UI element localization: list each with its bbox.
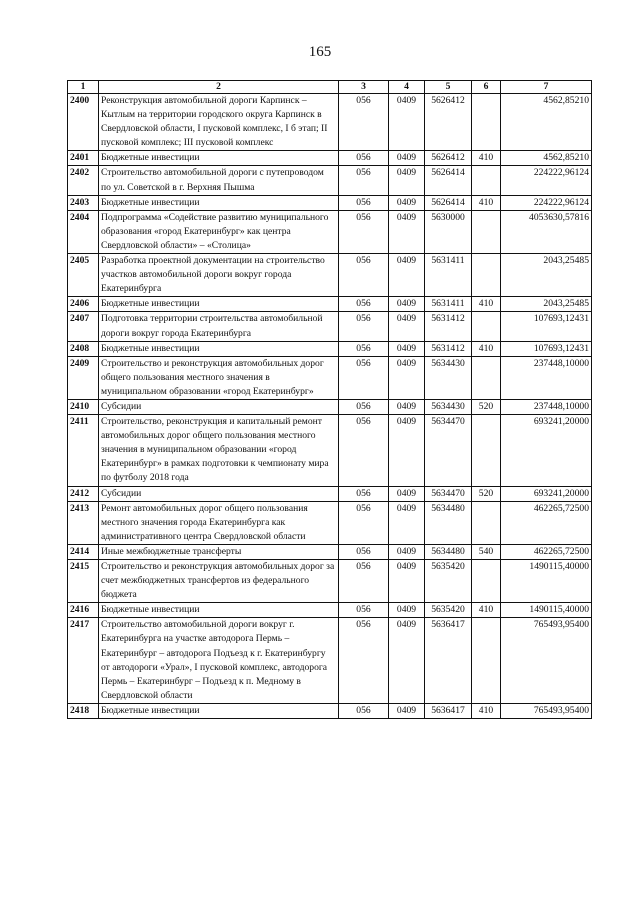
amount: 4562,85210 [501, 94, 592, 151]
page-number: 165 [308, 44, 332, 60]
code-ministry: 056 [339, 341, 389, 356]
code-target: 5631411 [425, 254, 472, 297]
code-ministry: 056 [339, 544, 389, 559]
code-expense-type [472, 618, 501, 704]
table-row [68, 560, 592, 603]
code-expense-type [472, 560, 501, 603]
amount: 462265,72500 [501, 501, 592, 544]
code-target: 5631412 [425, 312, 472, 341]
row-name: Реконструкция автомобильной дороги Карпинск – Кытлым на территории городского округа Карпинск в Свердловской области, I пусковой комплекс, I б этап; II пусковой комплекс; III пусковой комплекс [99, 94, 339, 151]
code-section: 0409 [389, 399, 425, 414]
code-target: 5635420 [425, 603, 472, 618]
table-row [68, 501, 592, 544]
table-row [68, 254, 592, 297]
code-ministry: 056 [339, 603, 389, 618]
row-name: Строительство и реконструкция автомобильных дорог за счет межбюджетных трансфертов из федерального бюджета [99, 560, 339, 603]
header-cell: 2 [99, 81, 339, 94]
table-row [68, 195, 592, 210]
code-target: 5626412 [425, 151, 472, 166]
code-expense-type [472, 356, 501, 399]
table-row [68, 356, 592, 399]
amount: 224222,96124 [501, 166, 592, 195]
code-target: 5626414 [425, 195, 472, 210]
code-section: 0409 [389, 341, 425, 356]
code-target: 5631412 [425, 341, 472, 356]
row-number: 2407 [68, 312, 99, 341]
row-name: Бюджетные инвестиции [99, 297, 339, 312]
amount: 237448,10000 [501, 356, 592, 399]
table-row [68, 415, 592, 486]
header-cell: 5 [425, 81, 472, 94]
header-cell: 7 [501, 81, 592, 94]
row-number: 2410 [68, 399, 99, 414]
code-expense-type [472, 210, 501, 253]
amount: 2043,25485 [501, 297, 592, 312]
header-cell: 6 [472, 81, 501, 94]
table-row [68, 210, 592, 253]
amount: 462265,72500 [501, 544, 592, 559]
code-section: 0409 [389, 560, 425, 603]
code-expense-type [472, 254, 501, 297]
row-name: Ремонт автомобильных дорог общего пользования местного значения города Екатеринбурга как административного центра Свердловской области [99, 501, 339, 544]
code-expense-type [472, 94, 501, 151]
amount: 765493,95400 [501, 618, 592, 704]
row-number: 2418 [68, 703, 99, 718]
amount: 107693,12431 [501, 341, 592, 356]
row-number: 2413 [68, 501, 99, 544]
code-section: 0409 [389, 166, 425, 195]
code-expense-type: 520 [472, 486, 501, 501]
code-ministry: 056 [339, 399, 389, 414]
row-number: 2416 [68, 603, 99, 618]
row-number: 2401 [68, 151, 99, 166]
code-section: 0409 [389, 94, 425, 151]
code-target: 5635420 [425, 560, 472, 603]
row-number: 2406 [68, 297, 99, 312]
row-name: Строительство, реконструкция и капитальный ремонт автомобильных дорог общего пользования местного значения в муниципальном образовании «город Екатеринбург» в рамках подготовки к чемпионату мира по футболу 2018 года [99, 415, 339, 486]
code-target: 5634470 [425, 486, 472, 501]
code-expense-type [472, 501, 501, 544]
code-section: 0409 [389, 151, 425, 166]
code-ministry: 056 [339, 501, 389, 544]
code-target: 5630000 [425, 210, 472, 253]
header-cell: 3 [339, 81, 389, 94]
amount: 107693,12431 [501, 312, 592, 341]
code-target: 5636417 [425, 703, 472, 718]
row-name: Подпрограмма «Содействие развитию муниципального образования «город Екатеринбург» как центра Свердловской области» – «Столица» [99, 210, 339, 253]
code-expense-type: 410 [472, 603, 501, 618]
amount: 1490115,40000 [501, 560, 592, 603]
amount: 693241,20000 [501, 486, 592, 501]
code-ministry: 056 [339, 560, 389, 603]
amount: 1490115,40000 [501, 603, 592, 618]
code-ministry: 056 [339, 297, 389, 312]
header-cell: 1 [68, 81, 99, 94]
row-number: 2400 [68, 94, 99, 151]
code-section: 0409 [389, 210, 425, 253]
code-expense-type [472, 312, 501, 341]
code-target: 5634430 [425, 399, 472, 414]
row-number: 2414 [68, 544, 99, 559]
code-ministry: 056 [339, 254, 389, 297]
amount: 2043,25485 [501, 254, 592, 297]
code-target: 5634480 [425, 544, 472, 559]
code-section: 0409 [389, 297, 425, 312]
amount: 4053630,57816 [501, 210, 592, 253]
code-section: 0409 [389, 544, 425, 559]
row-number: 2405 [68, 254, 99, 297]
code-section: 0409 [389, 312, 425, 341]
row-number: 2417 [68, 618, 99, 704]
row-name: Разработка проектной документации на строительство участков автомобильной дороги вокруг города Екатеринбурга [99, 254, 339, 297]
row-name: Бюджетные инвестиции [99, 341, 339, 356]
code-section: 0409 [389, 356, 425, 399]
row-name: Иные межбюджетные трансферты [99, 544, 339, 559]
row-number: 2411 [68, 415, 99, 486]
budget-table [67, 80, 592, 719]
code-expense-type: 520 [472, 399, 501, 414]
code-expense-type [472, 415, 501, 486]
table-row [68, 486, 592, 501]
code-target: 5626412 [425, 94, 472, 151]
code-ministry: 056 [339, 94, 389, 151]
header-row [68, 81, 592, 94]
code-target: 5634470 [425, 415, 472, 486]
row-name: Бюджетные инвестиции [99, 151, 339, 166]
code-expense-type [472, 166, 501, 195]
amount: 224222,96124 [501, 195, 592, 210]
table-row [68, 94, 592, 151]
table-row [68, 151, 592, 166]
code-section: 0409 [389, 618, 425, 704]
row-name: Строительство автомобильной дороги с путепроводом по ул. Советской в г. Верхняя Пышма [99, 166, 339, 195]
code-ministry: 056 [339, 356, 389, 399]
code-ministry: 056 [339, 312, 389, 341]
table-row [68, 399, 592, 414]
code-section: 0409 [389, 703, 425, 718]
code-target: 5636417 [425, 618, 472, 704]
row-number: 2402 [68, 166, 99, 195]
code-expense-type: 410 [472, 297, 501, 312]
row-name: Субсидии [99, 486, 339, 501]
code-target: 5634430 [425, 356, 472, 399]
code-section: 0409 [389, 195, 425, 210]
row-number: 2408 [68, 341, 99, 356]
table-row [68, 297, 592, 312]
amount: 765493,95400 [501, 703, 592, 718]
amount: 693241,20000 [501, 415, 592, 486]
table-row [68, 703, 592, 718]
table-row [68, 603, 592, 618]
amount: 4562,85210 [501, 151, 592, 166]
code-ministry: 056 [339, 618, 389, 704]
code-ministry: 056 [339, 703, 389, 718]
table-row [68, 312, 592, 341]
amount: 237448,10000 [501, 399, 592, 414]
code-section: 0409 [389, 254, 425, 297]
header-cell: 4 [389, 81, 425, 94]
code-target: 5631411 [425, 297, 472, 312]
row-number: 2412 [68, 486, 99, 501]
row-name: Бюджетные инвестиции [99, 703, 339, 718]
row-name: Бюджетные инвестиции [99, 603, 339, 618]
code-expense-type: 540 [472, 544, 501, 559]
row-number: 2404 [68, 210, 99, 253]
row-name: Строительство автомобильной дороги вокруг г. Екатеринбурга на участке автодорога Пермь – Екатеринбург – автодорога Подъезд к г. Екатеринбургу от автодороги «Урал», I пусковой комплекс, автодорога Пермь – Екатеринбург – Подъезд к п. Медному в Свердловской области [99, 618, 339, 704]
code-section: 0409 [389, 501, 425, 544]
code-target: 5626414 [425, 166, 472, 195]
code-ministry: 056 [339, 166, 389, 195]
table-row [68, 341, 592, 356]
code-ministry: 056 [339, 415, 389, 486]
code-target: 5634480 [425, 501, 472, 544]
code-expense-type: 410 [472, 341, 501, 356]
code-expense-type: 410 [472, 151, 501, 166]
code-ministry: 056 [339, 151, 389, 166]
code-ministry: 056 [339, 195, 389, 210]
table-row [68, 544, 592, 559]
row-name: Бюджетные инвестиции [99, 195, 339, 210]
row-name: Субсидии [99, 399, 339, 414]
row-number: 2409 [68, 356, 99, 399]
row-number: 2415 [68, 560, 99, 603]
table-row [68, 166, 592, 195]
code-section: 0409 [389, 603, 425, 618]
code-expense-type: 410 [472, 703, 501, 718]
row-name: Подготовка территории строительства автомобильной дороги вокруг города Екатеринбурга [99, 312, 339, 341]
row-name: Строительство и реконструкция автомобильных дорог общего пользования местного значения в муниципальном образовании «город Екатеринбург» [99, 356, 339, 399]
code-section: 0409 [389, 486, 425, 501]
code-expense-type: 410 [472, 195, 501, 210]
code-ministry: 056 [339, 210, 389, 253]
table-body [68, 94, 592, 719]
code-ministry: 056 [339, 486, 389, 501]
row-number: 2403 [68, 195, 99, 210]
table-row [68, 618, 592, 704]
code-section: 0409 [389, 415, 425, 486]
